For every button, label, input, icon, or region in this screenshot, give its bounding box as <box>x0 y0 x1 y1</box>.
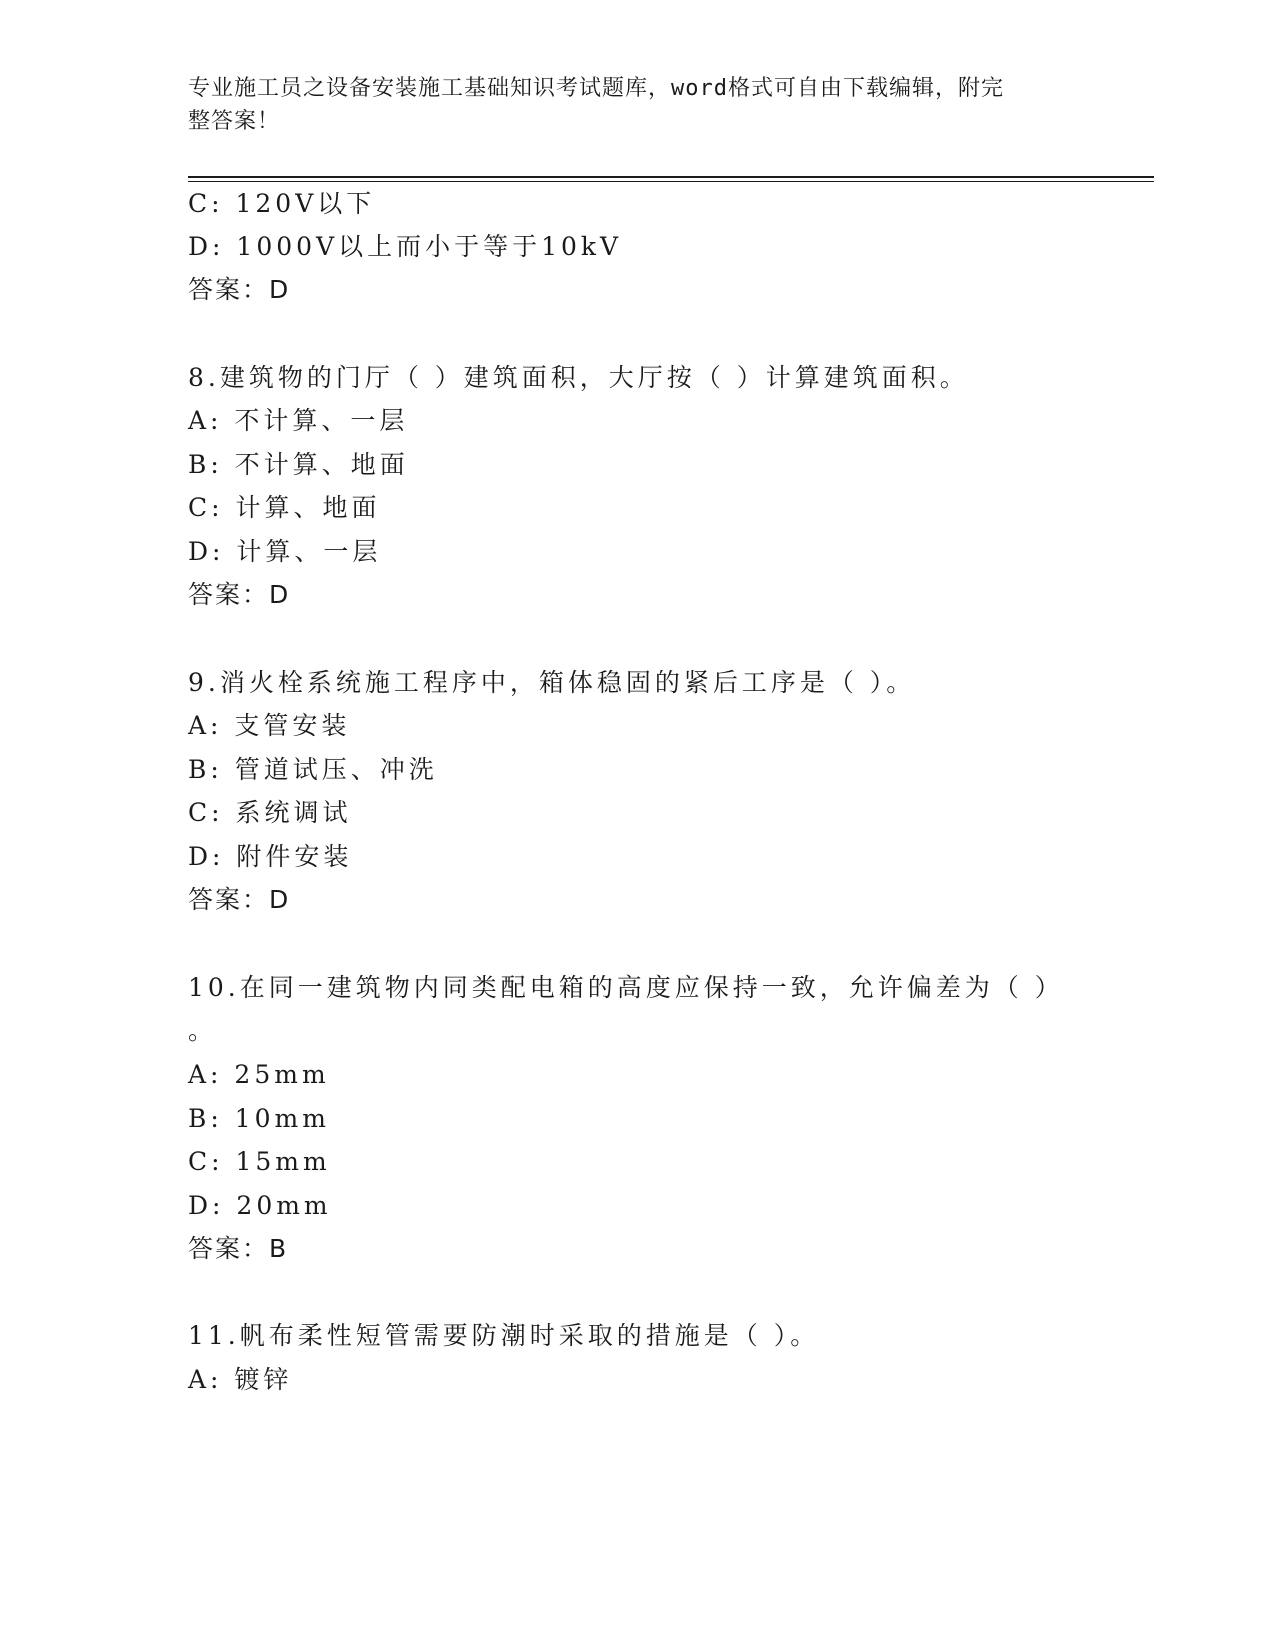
header-title-line-1: 专业施工员之设备安装施工基础知识考试题库，word格式可自由下载编辑，附完 <box>188 76 1004 101</box>
header-divider-thin <box>188 181 1154 182</box>
header-divider-thick <box>188 176 1154 178</box>
q11-question: 11.帆布柔性短管需要防潮时采取的措施是（ ）。 <box>188 1321 820 1350</box>
q9-option-b: B: 管道试压、冲洗 <box>188 755 438 784</box>
q10-option-c: C: 15mm <box>188 1147 331 1176</box>
q10-option-d: D: 20mm <box>188 1191 332 1220</box>
header-title-line-2: 整答案！ <box>188 109 281 134</box>
q9-option-d: D: 附件安装 <box>188 842 353 871</box>
q8-option-a: A: 不计算、一层 <box>188 406 409 435</box>
q8-question: 8.建筑物的门厅（ ）建筑面积，大厅按（ ）计算建筑面积。 <box>188 363 969 392</box>
q11-option-a: A: 镀锌 <box>188 1365 293 1394</box>
q7-answer: 答案：D <box>188 275 291 304</box>
q8-answer: 答案：D <box>188 580 291 609</box>
q10-option-a: A: 25mm <box>188 1060 330 1089</box>
q9-answer: 答案：D <box>188 885 291 914</box>
q8-option-c: C: 计算、地面 <box>188 493 381 522</box>
q10-answer: 答案：B <box>188 1234 289 1263</box>
document-header <box>188 72 1068 138</box>
q9-question: 9.消火栓系统施工程序中，箱体稳固的紧后工序是（ ）。 <box>188 668 916 697</box>
q9-option-a: A: 支管安装 <box>188 711 351 740</box>
q10-question: 10.在同一建筑物内同类配电箱的高度应保持一致，允许偏差为（ ） <box>188 973 1064 1002</box>
q10-option-b: B: 10mm <box>188 1104 330 1133</box>
q8-option-d: D: 计算、一层 <box>188 537 382 566</box>
q10-question-continuation: 。 <box>188 1016 218 1045</box>
q7-option-d: D: 1000V以上而小于等于10kV <box>188 232 623 261</box>
q8-option-b: B: 不计算、地面 <box>188 450 409 479</box>
q9-option-c: C: 系统调试 <box>188 798 352 827</box>
q7-option-c: C: 120V以下 <box>188 189 376 218</box>
